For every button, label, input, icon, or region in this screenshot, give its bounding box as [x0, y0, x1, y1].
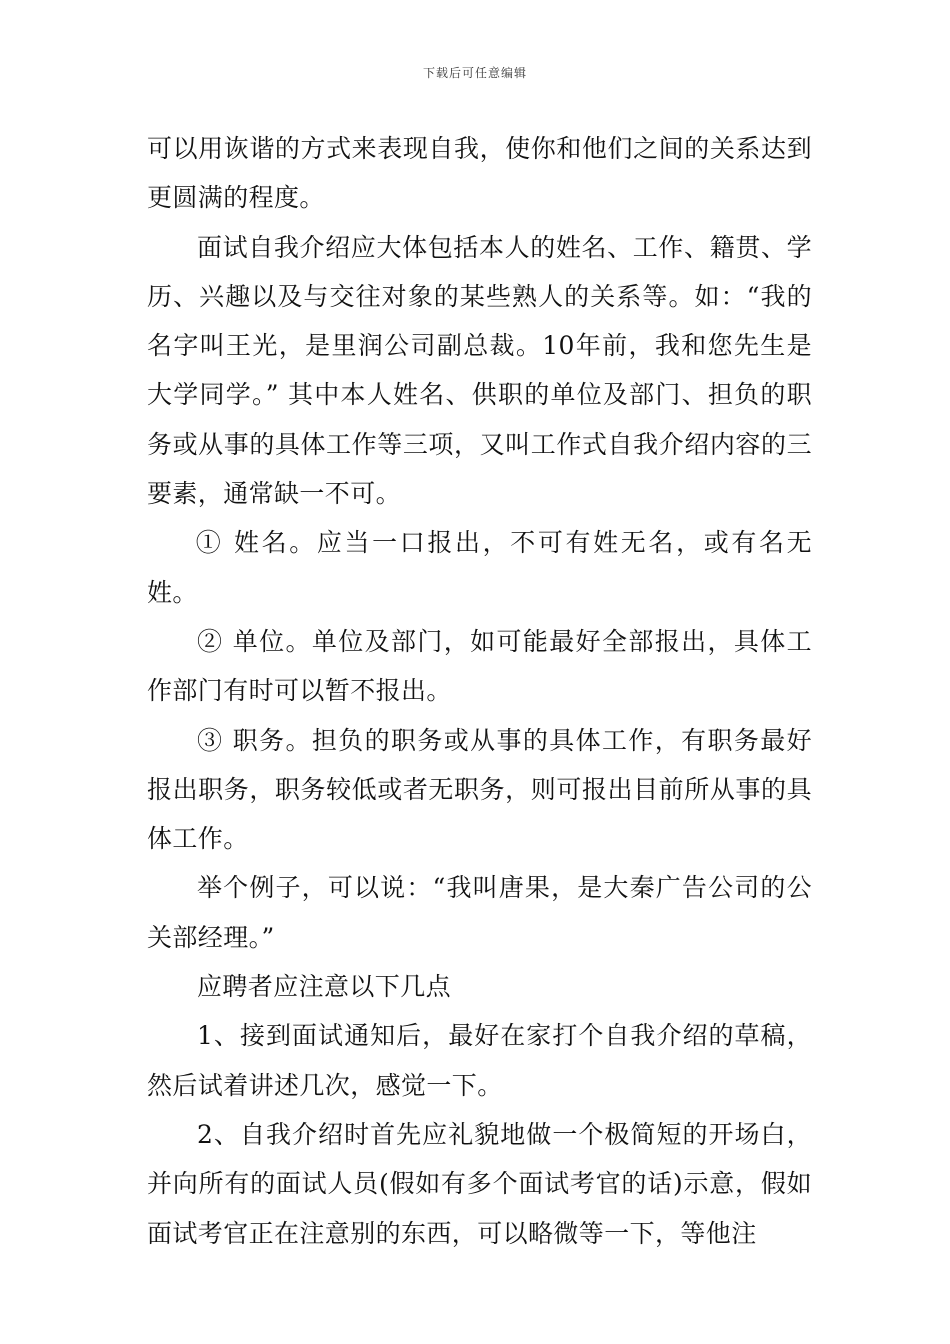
paragraph-9: 2、自我介绍时首先应礼貌地做一个极简短的开场白，并向所有的面试人员(假如有多个面试考官的话)示意，假如面试考官正在注意别的东西，可以略微等一下，等他注: [147, 1119, 812, 1248]
paragraph-8: 1、接到面试通知后，最好在家打个自我介绍的草稿，然后试着讲述几次，感觉一下。: [147, 1021, 812, 1100]
paragraph-1: 可以用诙谐的方式来表现自我，使你和他们之间的关系达到更圆满的程度。: [147, 134, 812, 213]
page-header: 下载后可任意编辑: [422, 66, 527, 80]
paragraph-2: 面试自我介绍应大体包括本人的姓名、工作、籍贯、学历、兴趣以及与交往对象的某些熟人的关系等。如：“我的名字叫王光，是里润公司副总裁。10年前，我和您先生是大学同学。” 其中本人姓名、供职的单位及部门、担负的职务或从事的具体工作等三项，又叫工作式自我介绍内容的三要素，通常缺一不可。: [147, 232, 812, 509]
paragraph-6: 举个例子，可以说：“我叫唐果，是大秦广告公司的公关部经理。”: [147, 873, 812, 952]
paragraph-5: ③ 职务。担负的职务或从事的具体工作，有职务最好报出职务，职务较低或者无职务，则可报出目前所从事的具体工作。: [147, 725, 812, 854]
paragraph-4: ② 单位。单位及部门，如可能最好全部报出，具体工作部门有时可以暂不报出。: [147, 626, 812, 706]
document-body: [147, 124, 812, 1258]
paragraph-3: ① 姓名。应当一口报出，不可有姓无名，或有名无姓。: [147, 528, 812, 607]
paragraph-7: 应聘者应注意以下几点: [197, 972, 452, 1002]
